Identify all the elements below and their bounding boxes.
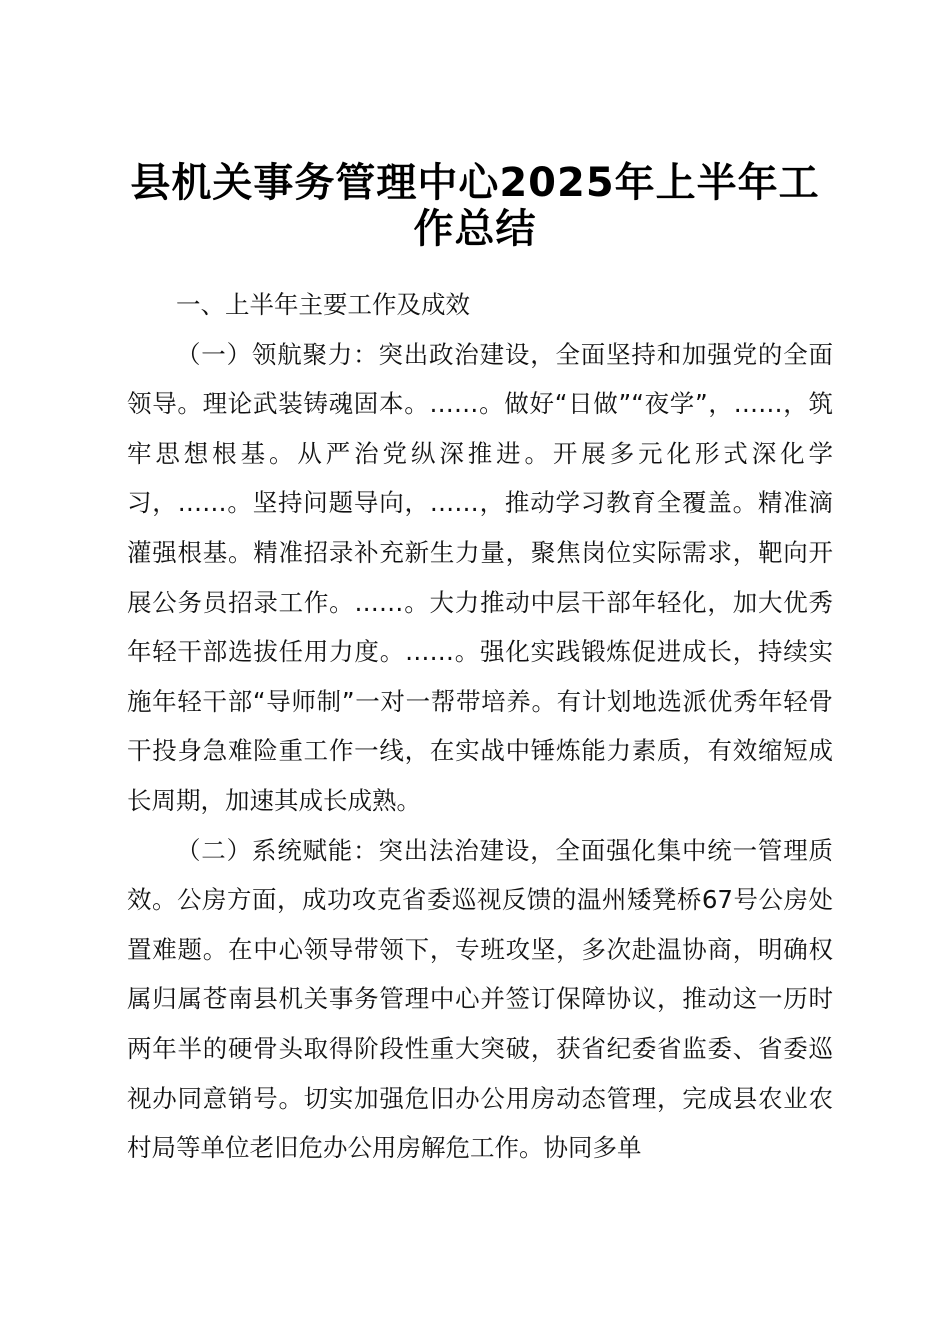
- document-title: 县机关事务管理中心2025年上半年工作总结: [130, 160, 820, 252]
- body-paragraph: （二）系统赋能：突出法治建设，全面强化集中统一管理质效。公房方面，成功攻克省委巡视反馈的温州矮凳桥67号公房处置难题。在中心领导带领下，专班攻坚，多次赴温协商，明确权属归属苍南县机关事务管理中心并签订保障协议，推动这一历时两年半的硬骨头取得阶段性重大突破，获省纪委省监委、省委巡视办同意销号。切实加强危旧办公用房动态管理，完成县农业农村局等单位老旧危办公用房解危工作。协同多单: [127, 835, 833, 1163]
- section-heading: 一、上半年主要工作及成效: [176, 290, 470, 319]
- document-body: [127, 280, 833, 1173]
- body-paragraph: （一）领航聚力：突出政治建设，全面坚持和加强党的全面领导。理论武装铸魂固本。……。做好“日做”“夜学”，……，筑牢思想根基。从严治党纵深推进。开展多元化形式深化学习，……。坚持问题导向，……，推动学习教育全覆盖。精准滴灌强根基。精准招录补充新生力量，聚焦岗位实际需求，靶向开展公务员招录工作。……。大力推动中层干部年轻化，加大优秀年轻干部选拔任用力度。……。强化实践锻炼促进成长，持续实施年轻干部“导师制”一对一帮带培养。有计划地选派优秀年轻骨干投身急难险重工作一线，在实战中锤炼能力素质，有效缩短成长周期，加速其成长成熟。: [127, 339, 833, 815]
